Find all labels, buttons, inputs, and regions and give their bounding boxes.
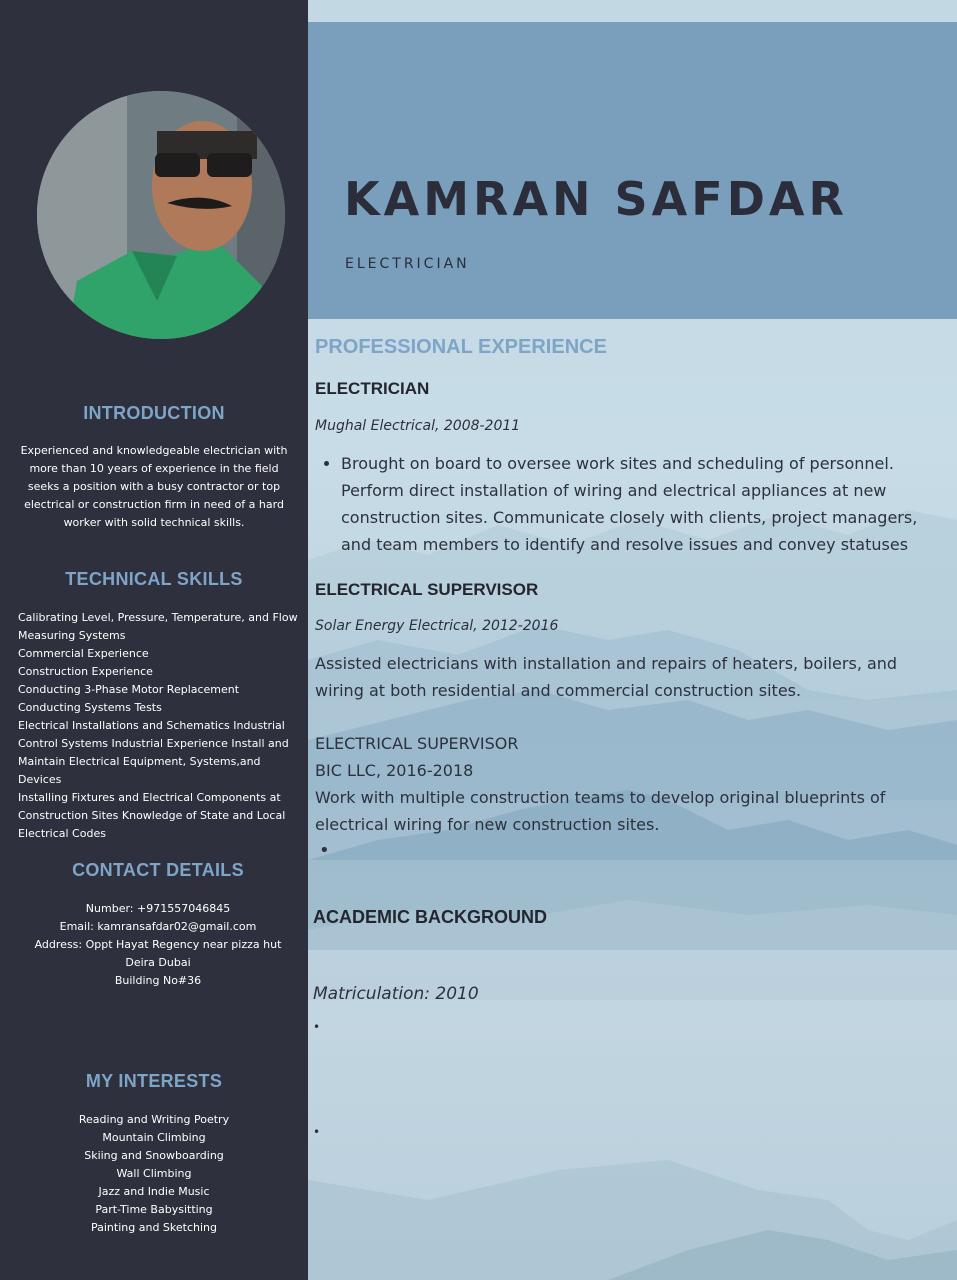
contact-city: Deira Dubai: [125, 956, 191, 969]
empty-bullet: •: [319, 840, 330, 861]
academic-item-label: Matriculation: [313, 984, 425, 1004]
skill-line: Electrical Installations and Schematics Industrial: [18, 719, 285, 732]
header-band: [308, 22, 957, 319]
interest-item: Jazz and Indie Music: [98, 1185, 210, 1198]
interest-item: Mountain Climbing: [102, 1131, 206, 1144]
contact-number: Number: +971557046845: [85, 902, 231, 915]
academic-heading: ACADEMIC BACKGROUND: [313, 907, 547, 927]
skill-line: Calibrating Level, Pressure, Temperature, and Flow: [18, 611, 298, 624]
technical-skills-list: [18, 609, 303, 843]
avatar-icon: [37, 91, 285, 339]
job1-title: ELECTRICIAN: [315, 379, 430, 398]
skill-line: Construction Sites Knowledge of State and Local: [18, 809, 286, 822]
skill-line: Maintain Electrical Equipment, Systems,and Devices: [18, 755, 261, 786]
interest-item: Painting and Sketching: [91, 1221, 217, 1234]
job3-meta: BIC LLC, 2016-2018: [315, 761, 474, 780]
skill-line: Conducting Systems Tests: [18, 701, 162, 714]
contact-building: Building No#36: [114, 974, 202, 987]
sidebar: [0, 0, 308, 1280]
job2-meta: Solar Energy Electrical, 2012-2016: [315, 618, 559, 634]
contact-email: Email: kamransafdar02@gmail.com: [59, 920, 257, 933]
candidate-name: KAMRAN SAFDAR: [344, 172, 848, 226]
academic-item-value: : 2010: [424, 984, 479, 1004]
skill-line: Conducting 3-Phase Motor Replacement: [18, 683, 240, 696]
skill-line: Commercial Experience: [18, 647, 149, 660]
candidate-role: ELECTRICIAN: [345, 256, 470, 272]
introduction-heading: INTRODUCTION: [83, 403, 225, 423]
skill-line: Measuring Systems: [18, 629, 126, 642]
empty-bullet: •: [313, 1125, 321, 1139]
contact-address: Address: Oppt Hayat Regency near pizza hut: [34, 938, 282, 951]
interests-list: [0, 1111, 308, 1237]
job1-bullet: • Brought on board to oversee work sites and scheduling of personnel. Perform direct installation of wiring and electrical appliances at new construction sites. Communicate closely with clients, project managers, and team members to identify and resolve issues and convey statuses: [341, 450, 945, 558]
job2-description: Assisted electricians with installation and repairs of heaters, boilers, and wiring at both residential and commercial construction sites.: [315, 654, 898, 700]
job3-title: ELECTRICAL SUPERVISOR: [315, 734, 519, 753]
introduction-text: Experienced and knowledgeable electrician with more than 10 years of experience in the field seeks a position with a busy contractor or top electrical or construction firm in need of a hard worker with solid technical skills.: [20, 444, 288, 529]
profile-photo: [37, 91, 285, 339]
interests-heading: MY INTERESTS: [85, 1071, 223, 1091]
skill-line: Electrical Codes: [18, 827, 106, 840]
contact-details: [4, 900, 312, 990]
interest-item: Skiing and Snowboarding: [84, 1149, 224, 1162]
job2-title: ELECTRICAL SUPERVISOR: [315, 580, 539, 599]
contact-heading: CONTACT DETAILS: [72, 860, 244, 880]
technical-skills-heading: TECHNICAL SKILLS: [65, 569, 243, 589]
interest-item: Wall Climbing: [116, 1167, 192, 1180]
job1-meta: Mughal Electrical, 2008-2011: [315, 418, 521, 434]
job1-description: [315, 450, 945, 558]
experience-heading: PROFESSIONAL EXPERIENCE: [315, 336, 607, 358]
skill-line: Control Systems Industrial Experience Install and: [18, 737, 289, 750]
skill-line: Construction Experience: [18, 665, 153, 678]
academic-item: [313, 984, 479, 1004]
skill-line: Installing Fixtures and Electrical Components at: [18, 791, 281, 804]
interest-item: Reading and Writing Poetry: [78, 1113, 230, 1126]
empty-bullet: •: [313, 1020, 321, 1034]
job3-description: Work with multiple construction teams to develop original blueprints of electrical wiring for new construction sites.: [315, 788, 886, 834]
interest-item: Part-Time Babysitting: [95, 1203, 213, 1216]
